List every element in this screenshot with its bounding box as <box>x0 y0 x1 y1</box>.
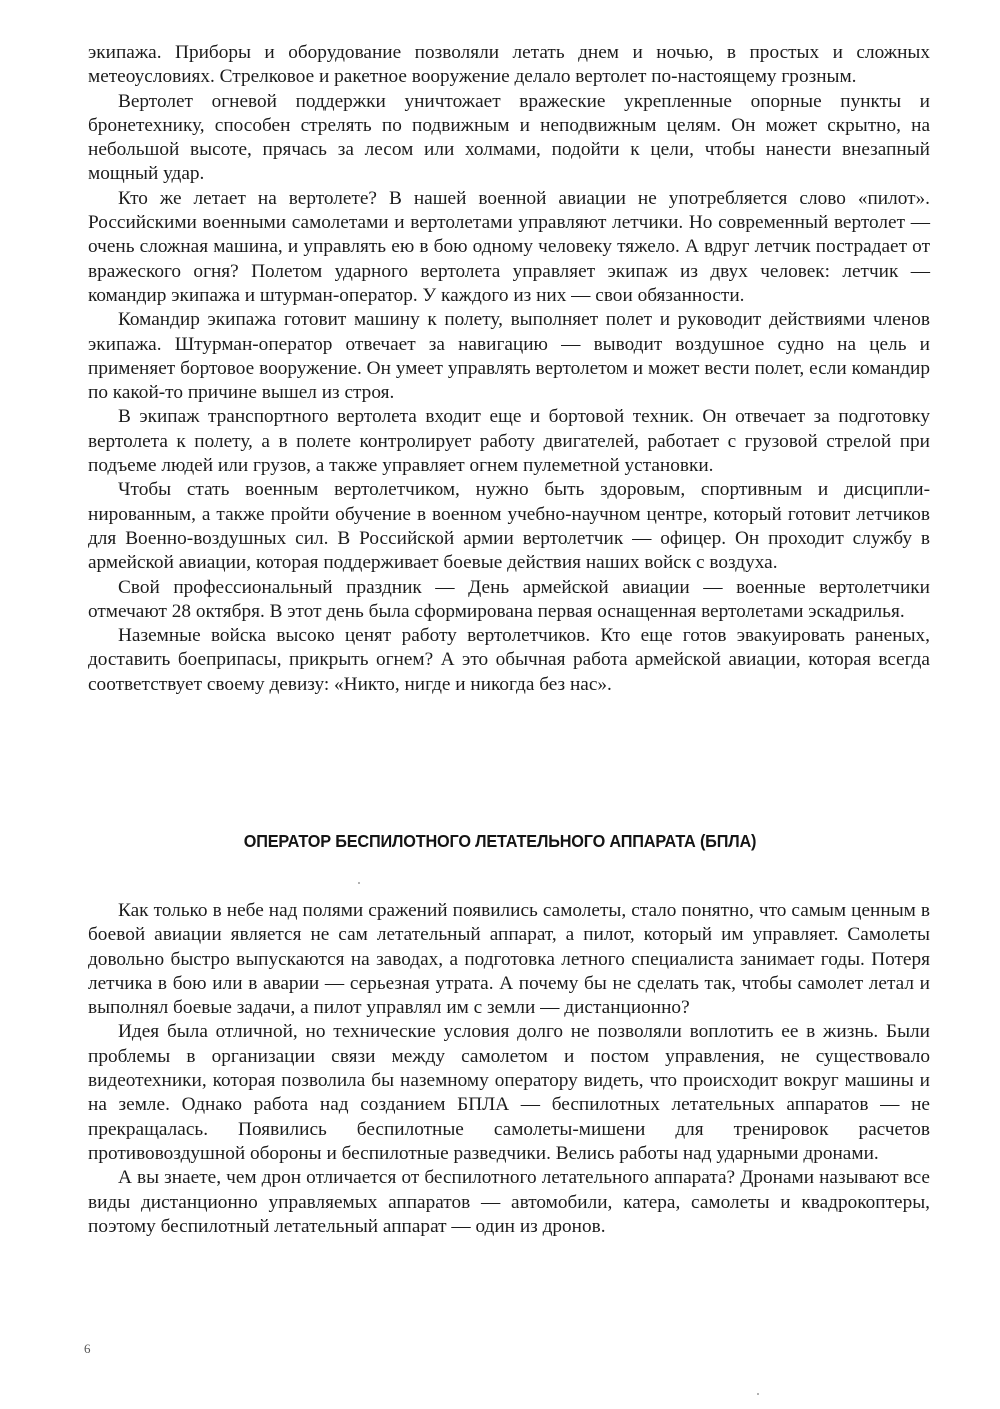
paragraph: А вы знаете, чем дрон отличается от беспилотного летательного аппарата? Дронами называют все виды дистанционно управляемых аппаратов — автомобили, катера, самолеты и квадрокоптеры, поэтому беспилотный летательный аппарат — один из дронов. <box>88 1167 930 1237</box>
section-heading: ОПЕРАТОР БЕСПИЛОТНОГО ЛЕТАТЕЛЬНОГО АППАРАТА (БПЛА) <box>243 831 757 851</box>
page-number: 6 <box>84 1341 91 1356</box>
paragraph: экипажа. Приборы и оборудование позволяли летать днем и ночью, в простых и сложных метеоусловиях. Стрелковое и ракетное вооружение делало вертолет по-настоящему грозным. <box>88 42 930 88</box>
paragraph: Командир экипажа готовит машину к полету, выполняет полет и руководит действиями членов экипажа. Штурман-оператор отвечает за навигацию — выводит воздушное судно на цель и применяет бортовое вооружение. Он умеет управлять вертолетом и может вести полет, если командир по какой-то причине вышел из строя. <box>88 309 930 404</box>
print-speck <box>358 882 360 884</box>
print-speck <box>757 1393 759 1395</box>
paragraph: Идея была отличной, но технические условия долго не позволяли воплотить ее в жизнь. Были проблемы в организации связи между самолетом и постом управления, не существовало видеотехники, которая позволила бы наземному оператору видеть, что происходит вокруг машины и на земле. Однако работа над созданием БПЛА — беспилотных летательных аппаратов — не прекращалась. Появились беспилотные самолеты-мишени для тренировок расчетов противовоздушной обороны и беспилотные разведчики. Велись работы над ударными дронами. <box>88 1021 930 1164</box>
paragraph: Вертолет огневой поддержки уничтожает вражеские укрепленные опорные пункты и бронетехнику, способен стрелять по подвижным и неподвижным целям. Он может скрытно, на небольшой высоте, прячась за лесом или холмами, подойти к цели, чтобы нанести внезапный мощный удар. <box>88 90 930 185</box>
text-section-helicopter-pilots <box>88 41 930 697</box>
paragraph: Кто же летает на вертолете? В нашей военной авиации не употребляется слово «пилот». Российскими военными самолетами и вертолетами управляют летчики. Но современный вертолет — очень сложная машина, и управлять ею в бою одному человеку тяжело. А вдруг летчик пострадает от вражеского огня? Полетом ударного вертолета управляет экипаж из двух человек: летчик — командир экипажа и штурман-оператор. У каждого из них — свои обязанности. <box>88 187 930 306</box>
text-section-uav-operator <box>88 899 930 1239</box>
paragraph: В экипаж транспортного вертолета входит еще и бортовой техник. Он отвечает за подготовку вертолета к полету, а в полете контролирует работу двигателей, работает с грузовой стрелой при подъеме людей или грузов, а также управляет огнем пулеметной установки. <box>88 406 930 477</box>
paragraph: Наземные войска высоко ценят работу вертолетчиков. Кто еще готов эвакуировать раненых, доставить боеприпасы, прикрыть огнем? А это обычная работа армейской авиации, которая всегда соответствует своему девизу: «Никто, нигде и никогда без нас». <box>88 625 930 695</box>
paragraph: Как только в небе над полями сражений появились самолеты, стало понятно, что самым ценным в боевой авиации является не сам летательный аппарат, а пилот, который им управляет. Самолеты довольно быстро выпускаются на заводах, а подготовка летного специалиста занимает годы. Потеря летчика в бою или в аварии — серьезная утрата. А почему бы не сделать так, чтобы самолет летал и выполнял боевые задачи, а пилот управлял им с земли — дистанционно? <box>88 900 930 1019</box>
paragraph: Чтобы стать военным вертолетчиком, нужно быть здоровым, спортивным и дисциплинированным, а также пройти обучение в военном учебно-научном центре, который готовит летчиков для Военно-воздушных сил. В Российской армии вертолетчик — офицер. Он проходит службу в армейской авиации, которая поддерживает боевые действия наших войск с воздуха. <box>88 479 930 574</box>
paragraph: Свой профессиональный праздник — День армейской авиации — военные вертолетчики отмечают 28 октября. В этот день была сформирована первая оснащенная вертолетами эскадрилья. <box>88 576 930 622</box>
